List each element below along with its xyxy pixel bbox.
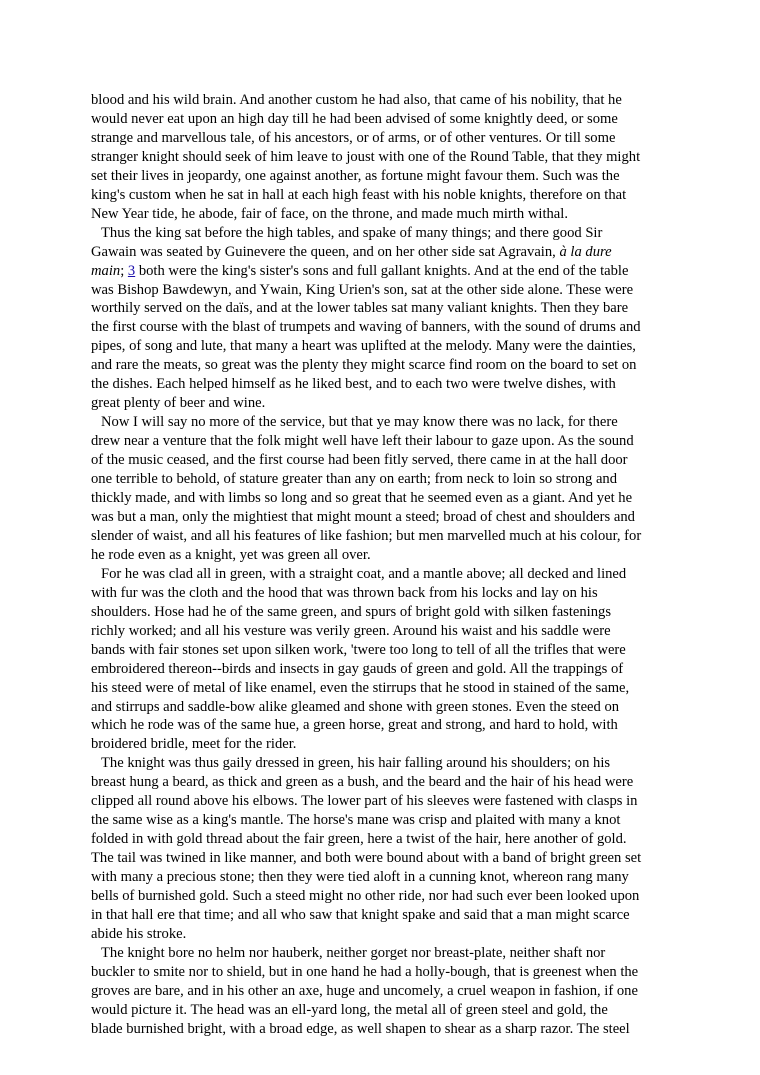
paragraph-6	[91, 944, 671, 1039]
paragraph-4	[91, 565, 671, 755]
text-line: strange and marvellous tale, of his ancestors, or of arms, or of other ventures. Or till some	[91, 129, 616, 146]
text-line: drew near a venture that the folk might well have left their labour to gaze upon. As the sound	[91, 433, 634, 450]
text-line: was but a man, only the mightiest that might mount a steed; broad of chest and shoulders and	[91, 508, 635, 525]
text-span: both were the king's sister's sons and full gallant knights. And at the end of the table	[135, 262, 629, 279]
paragraph-1	[91, 91, 671, 224]
text-span: Gawain was seated by Guinevere the queen, and on her other side sat Agravain,	[91, 243, 560, 260]
text-line: he rode even as a knight, yet was green all over.	[91, 546, 371, 563]
document-page	[91, 91, 671, 1039]
text-line: with many a precious stone; then they were tied aloft in a cunning knot, whereon rang many	[91, 869, 629, 886]
text-line: shoulders. Hose had he of the same green, and spurs of bright gold with silken fastenings	[91, 603, 612, 620]
text-line: embroidered thereon--birds and insects in gay gauds of green and gold. All the trappings of	[91, 660, 624, 677]
italic-phrase: à la dure	[559, 243, 612, 260]
text-line: blood and his wild brain. And another custom he had also, that came of his nobility, that he	[91, 92, 622, 108]
text-line: breast hung a beard, as thick and green as a bush, and the beard and the hair of his head were	[91, 774, 634, 791]
text-line: abide his stroke.	[91, 925, 187, 942]
text-line: The tail was twined in like manner, and both were bound about with a band of bright green set	[91, 850, 642, 867]
text-line: the dishes. Each helped himself as he liked best, and to each two were twelve dishes, with	[91, 376, 616, 393]
text-line: of the music ceased, and the first course had been fitly served, there came in at the hall door	[91, 452, 628, 469]
text-line: broidered bridle, meet for the rider.	[91, 736, 297, 753]
text-line: groves are bare, and in his other an axe, huge and uncomely, a cruel weapon in fashion, if one	[91, 982, 638, 999]
text-line: one terrible to behold, of stature greater than any on earth; from neck to loin so strong and	[91, 471, 618, 488]
text-line: slender of waist, and all his features of like fashion; but men marvelled much at his colour, for	[91, 527, 642, 544]
text-line: king's custom when he sat in hall at each high feast with his noble knights, therefore on that	[91, 186, 627, 203]
text-line: would never eat upon an high day till he had been advised of some knightly deed, or some	[91, 110, 618, 127]
text-line: and stirrups and saddle-bow alike gleamed and shone with green stones. Even the steed on	[91, 698, 620, 715]
text-line: stranger knight should seek of him leave to joust with one of the Round Table, that they might	[91, 148, 641, 165]
text-line: the same wise as a king's mantle. The horse's mane was crisp and plaited with many a knot	[91, 812, 621, 829]
text-line: clipped all round above his elbows. The lower part of his sleeves were fastened with clasps in	[91, 793, 638, 810]
text-line: buckler to smite nor to shield, but in one hand he had a holly-bough, that is greenest when the	[91, 963, 639, 980]
text-line: Thus the king sat before the high tables, and spake of many things; and there good Sir	[101, 224, 603, 241]
italic-phrase: main	[91, 262, 121, 279]
text-line: For he was clad all in green, with a straight coat, and a mantle above; all decked and lined	[101, 565, 627, 582]
text-line: blade burnished bright, with a broad edge, as well shapen to shear as a sharp razor. The steel	[91, 1020, 630, 1037]
text-line: great plenty of beer and wine.	[91, 395, 266, 412]
text-line: bells of burnished gold. Such a steed might no other ride, nor had such ever been looked upon	[91, 888, 640, 905]
text-line: folded in with gold thread about the fair green, here a twist of the hair, here another of gold.	[91, 831, 627, 848]
text-line	[91, 262, 671, 281]
paragraph-2	[91, 224, 671, 414]
text-line: worthily served on the daïs, and at the lower tables sat many valiant knights. Then they bare	[91, 300, 629, 317]
text-line	[91, 243, 671, 262]
text-line: pipes, of song and lute, that many a heart was uplifted at the melody. Many were the dainties,	[91, 338, 636, 355]
text-line: the first course with the blast of trumpets and waving of banners, with the sound of drums and	[91, 319, 641, 336]
text-line: and rare the meats, so great was the plenty they might scarce find room on the board to set on	[91, 357, 637, 374]
text-line: which he rode was of the same hue, a green horse, great and strong, and hard to hold, with	[91, 717, 618, 734]
text-line: bands with fair stones set upon silken work, 'twere too long to tell of all the trifles that were	[91, 641, 626, 658]
paragraph-3	[91, 413, 671, 565]
text-line: Now I will say no more of the service, but that ye may know there was no lack, for there	[101, 414, 618, 431]
text-line: his steed were of metal of like enamel, even the stirrups that he stood in stained of the same,	[91, 679, 630, 696]
text-span: ;	[120, 262, 128, 279]
text-line: was Bishop Bawdewyn, and Ywain, King Urien's son, sat at the other side alone. These were	[91, 281, 634, 298]
text-line: richly worked; and all his vesture was verily green. Around his waist and his saddle were	[91, 622, 611, 639]
text-line: with fur was the cloth and the hood that was thrown back from his locks and lay on his	[91, 584, 598, 601]
text-line: New Year tide, he abode, fair of face, on the throne, and made much mirth withal.	[91, 205, 568, 222]
text-line: set their lives in jeopardy, one against another, as fortune might favour them. Such was the	[91, 167, 620, 184]
footnote-link[interactable]: 3	[127, 262, 136, 279]
text-line: The knight bore no helm nor hauberk, neither gorget nor breast-plate, neither shaft nor	[101, 944, 606, 961]
text-line: The knight was thus gaily dressed in green, his hair falling around his shoulders; on his	[101, 755, 611, 772]
text-line: in that hall ere that time; and all who saw that knight spake and said that a man might scarce	[91, 906, 630, 923]
text-line: thickly made, and with limbs so long and so great that he seemed even as a giant. And yet he	[91, 490, 633, 507]
paragraph-5	[91, 754, 671, 944]
text-line: would picture it. The head was an ell-yard long, the metal all of green steel and gold, the	[91, 1001, 608, 1018]
